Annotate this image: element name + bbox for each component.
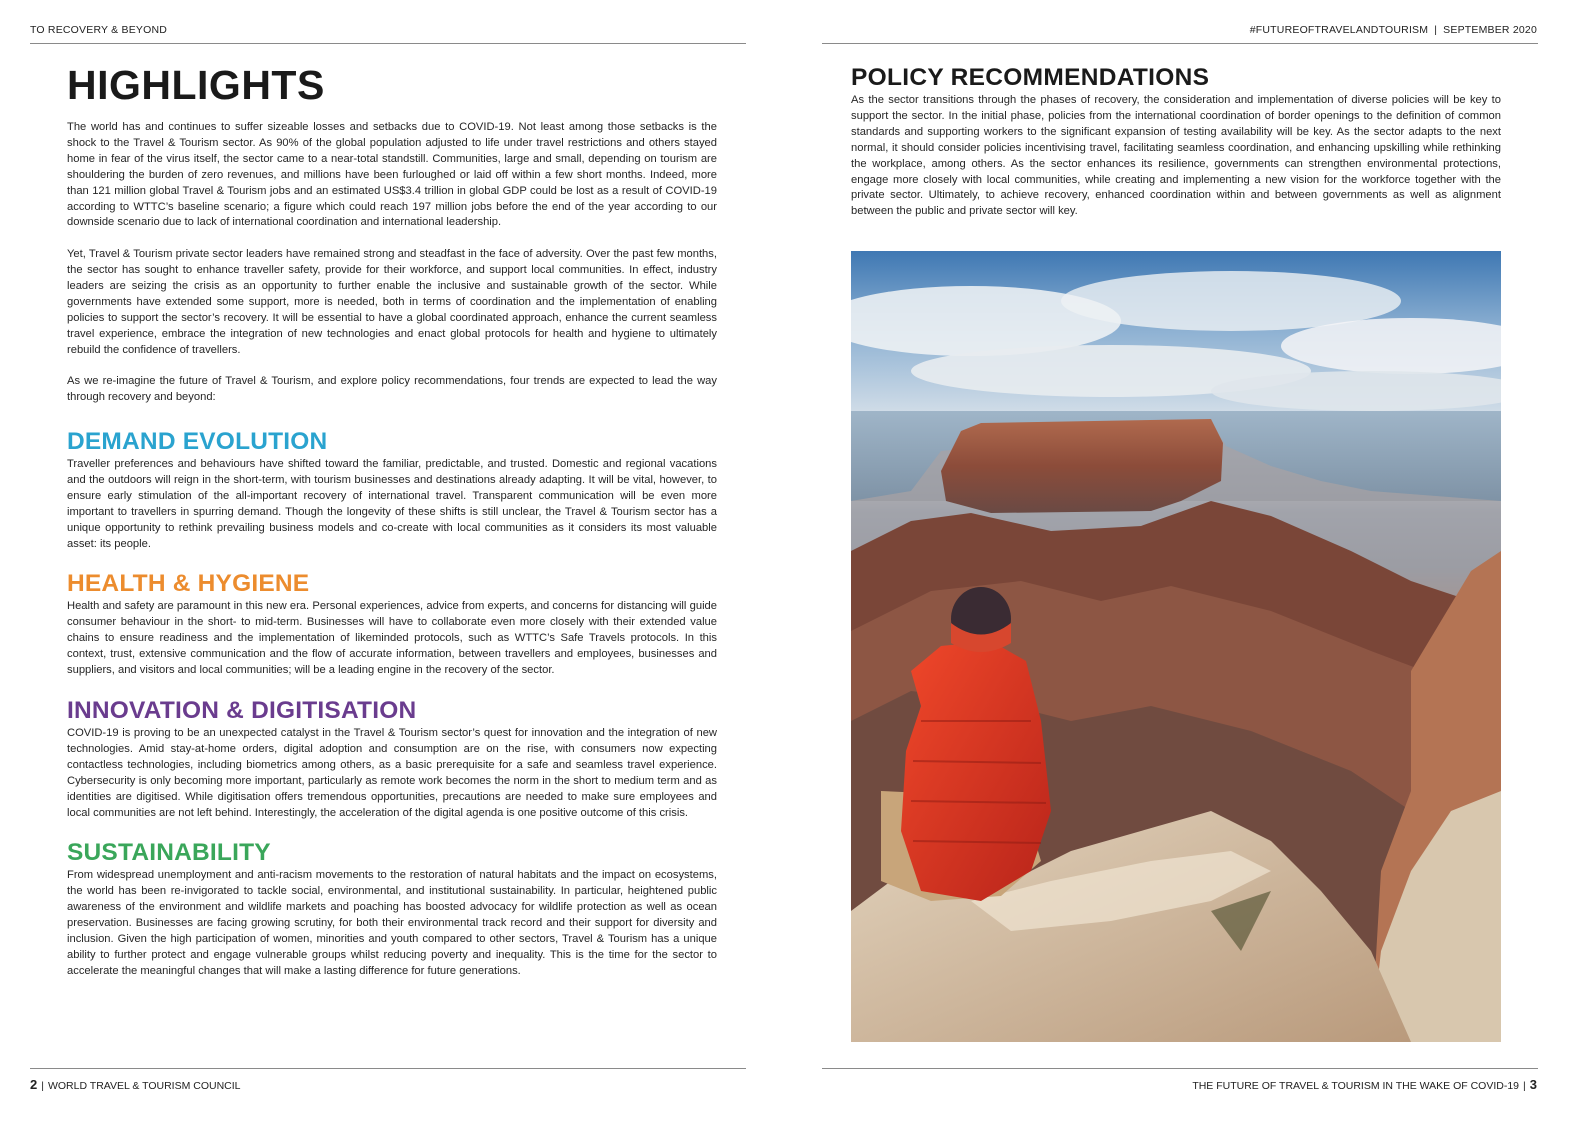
- policy-recommendations-title: POLICY RECOMMENDATIONS: [851, 64, 1210, 91]
- issue-date: SEPTEMBER 2020: [1443, 24, 1537, 36]
- trend-text: COVID-19 is proving to be an unexpected catalyst in the Travel & Tourism sector’s quest for innovation and the integration of new technologies. Amid stay-at-home orders, digital adoption and consumption are on the rise, with consumers now expecting contactless technologies, including biometrics among others, as a basic prerequisite for a safe and seamless travel experience. Cybersecurity is only becoming more important, particularly as remote work becomes the norm in the short to medium term and as identities are digitised. While digitisation offers tremendous opportunities, precautions are needed to make sure employees and local communities are not left behind. Interestingly, the acceleration of the digital agenda is one positive outcome of this crisis.: [67, 726, 717, 819]
- trend-heading: SUSTAINABILITY: [67, 839, 271, 867]
- footer-text: THE FUTURE OF TRAVEL & TOURISM IN THE WAKE OF COVID-19: [1192, 1080, 1520, 1092]
- page-number: 3: [1529, 1077, 1537, 1092]
- trend-text: From widespread unemployment and anti-racism movements to the restoration of natural habitats and the impact on ecosystems, the world has been re-invigorated to tackle social, environmental, and institutional sustainability. In particular, heightened public awareness of the environment and wildlife markets and poaching has boosted advocacy for wildlife protection as well as ocean preservation. Businesses are facing growing scrutiny, for both their environmental track record and their support for diversity and inclusion. Given the high participation of women, minorities and youth compared to other sectors, Travel & Tourism has a unique ability to further protect and engage vulnerable groups whilst reducing poverty and inequality. This is the time for the sector to accelerate the meaningful changes that will make a lasting difference for future generations.: [67, 869, 717, 977]
- running-head-left: TO RECOVERY & BEYOND: [30, 24, 168, 36]
- intro-section: [67, 120, 717, 422]
- footer-right: THE FUTURE OF TRAVEL & TOURISM IN THE WAKE OF COVID-19 | 3: [1192, 1077, 1537, 1092]
- page-number: 2: [30, 1077, 38, 1092]
- intro-paragraph: Yet, Travel & Tourism private sector leaders have remained strong and steadfast in the face of adversity. Over the past few months, the sector has sought to enhance traveller safety, provide for their workforce, and support local communities. In effect, industry leaders are seizing the crisis as an opportunity to further enable the inclusive and sustainable growth of the sector. While governments have extended some support, more is needed, both in terms of coordination and the implementation of enabling policies to support the sector’s recovery. It will be essential to have a global coordinated approach, enhance the current seamless travel experience, embrace the integration of new technologies and enact global protocols for health and hygiene to ultimately rebuild the confidence of travellers.: [67, 248, 717, 356]
- right-page: [800, 0, 1587, 1122]
- trend-health-hygiene: [67, 569, 717, 679]
- trends-section: [67, 427, 717, 997]
- trend-text: Health and safety are paramount in this new era. Personal experiences, advice from experts, and concerns for distancing will guide consumer behaviour in the short- to mid-term. Businesses will have to collaborate even more closely with their extended value chains to ensure readiness and the implementation of likeminded protocols, such as WTTC’s Safe Travels protocols. In this context, trust, extensive communication and the flow of accurate information, between travellers and employees, businesses and suppliers, and visitors and local communities; will be a leading engine in the recovery of the sector.: [67, 600, 717, 677]
- canyon-hiker-photo: [851, 251, 1501, 1042]
- trend-text: Traveller preferences and behaviours have shifted toward the familiar, predictable, and trusted. Domestic and regional vacations and the outdoors will reign in the short-term, with tourism businesses and destinations already adapting. It will be vital, however, to ensure early stimulation of the all-important recovery of international travel. Transparent communication will be even more important to travellers in spurring demand. Though the longevity of these shifts is still unclear, the Travel & Tourism sector has a unique opportunity to rethink prevailing business models and co-create with local communities as it considers its most valuable asset: its people.: [67, 458, 717, 550]
- left-page: [0, 0, 780, 1122]
- trend-innovation-digitisation: [67, 696, 717, 821]
- trend-sustainability: [67, 838, 717, 979]
- running-head-right: #FUTUREOFTRAVELANDTOURISM | SEPTEMBER 2020: [1249, 24, 1537, 36]
- canyon-hiker-illustration: [851, 251, 1501, 1042]
- footer-rule-left: [30, 1068, 746, 1069]
- page-title-highlights: HIGHLIGHTS: [67, 62, 325, 108]
- footer-rule-right: [822, 1068, 1538, 1069]
- header-rule-left: [30, 43, 746, 44]
- intro-paragraph: As we re-imagine the future of Travel & Tourism, and explore policy recommendations, four trends are expected to lead the way through recovery and beyond:: [67, 375, 717, 404]
- policy-recommendations-text: As the sector transitions through the phases of recovery, the consideration and implementation of diverse policies will be key to support the sector. In the initial phase, policies from the international coordination of border openings to the definition of common standards and supporting workers to the significant expansion of testing availability will be key. As the sector adapts to the next normal, it should consider policies incentivising travel, facilitating seamless coordination, and enhancing upskilling while rethinking the workplace, among others. As the sector enhances its resilience, governments can strengthen environmental protections, engage more closely with local communities, while creating and implementing a new vision for the workforce together with the private sector. Ultimately, to achieve recovery, enhanced coordination within and between governments as well as alignment between the public and private sector will key.: [851, 94, 1501, 218]
- intro-paragraph: The world has and continues to suffer sizeable losses and setbacks due to COVID-19. Not least among those setbacks is the shock to the Travel & Tourism sector. As 90% of the global population adjusted to life under travel restrictions and others stayed home in fear of the virus itself, the sector came to a near-total standstill. Communities, large and small, depending on tourism are shouldering the burden of zero revenues, and millions have been furloughed or laid off within a few short months. Indeed, more than 121 million global Travel & Tourism jobs and an estimated US$3.4 trillion in global GDP could be lost as a result of COVID-19 according to WTTC’s baseline scenario; a figure which could reach 197 million jobs before the end of the year according to our downside scenario due to lack of international coordination and international leadership.: [67, 121, 717, 229]
- trend-demand-evolution: [67, 427, 717, 552]
- footer-text: WORLD TRAVEL & TOURISM COUNCIL: [47, 1080, 241, 1092]
- trend-heading: DEMAND EVOLUTION: [67, 428, 328, 455]
- header-rule-right: [822, 43, 1538, 44]
- hashtag-text: #FUTUREOFTRAVELANDTOURISM: [1249, 24, 1429, 36]
- trend-heading: HEALTH & HYGIENE: [67, 570, 310, 598]
- footer-left: 2 | WORLD TRAVEL & TOURISM COUNCIL: [30, 1077, 241, 1092]
- trend-heading: INNOVATION & DIGITISATION: [67, 696, 417, 724]
